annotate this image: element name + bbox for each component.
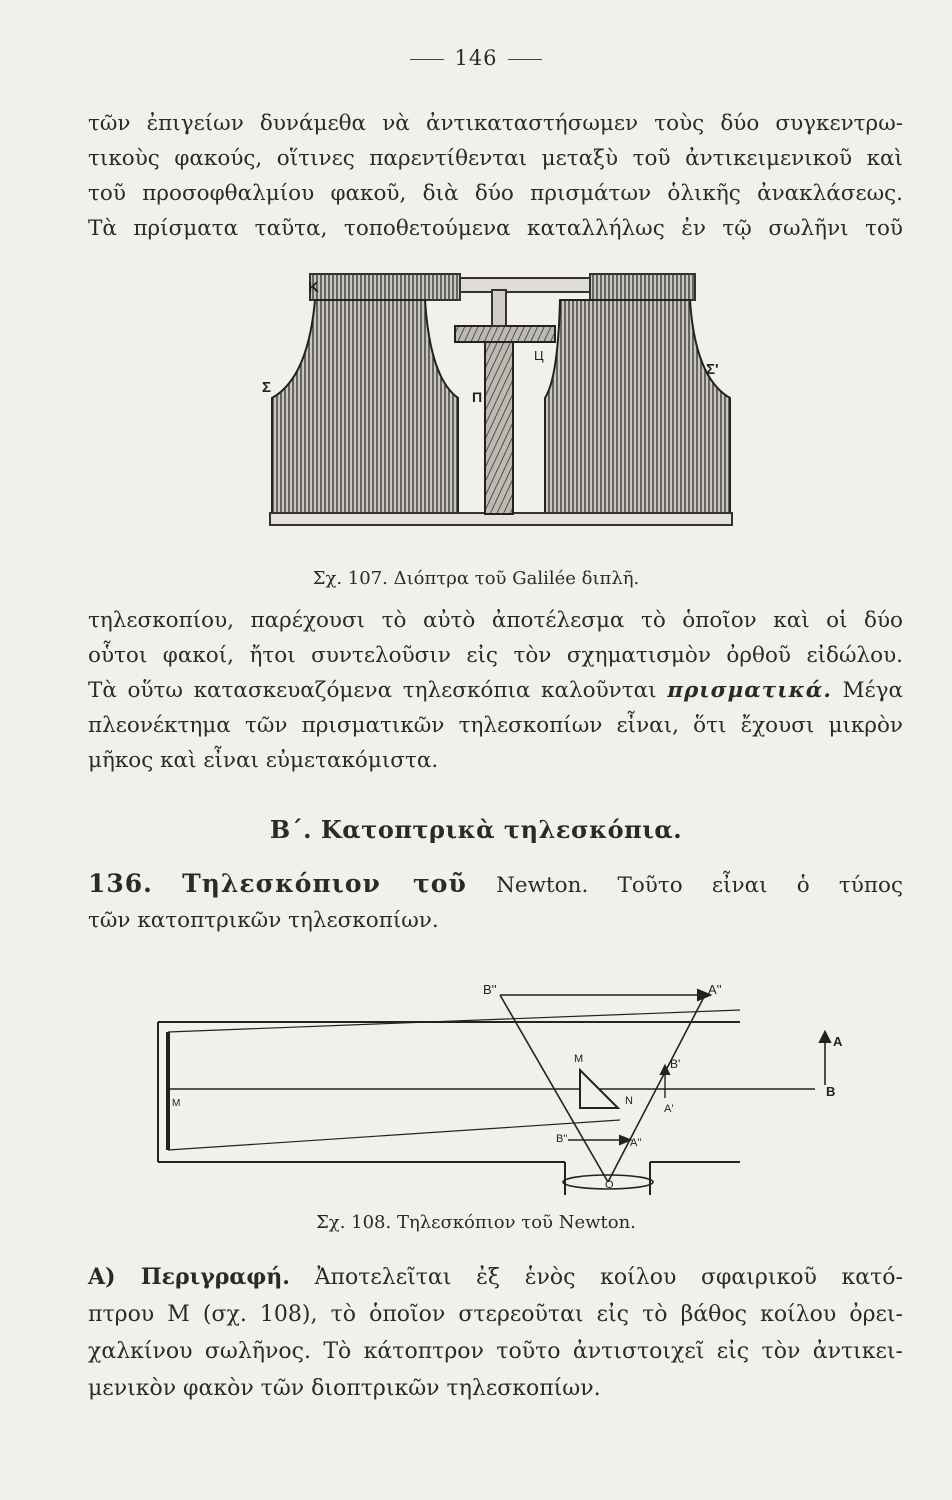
label-a-prime: A' — [664, 1103, 674, 1115]
text-fragment: Newton. Τοῦτο εἶναι ὁ τύπος — [496, 873, 903, 898]
text-line: πλεονέκτημα τῶν πρισματικῶν τηλεσκοπίων εἶναι, ὅτι ἔχουσι μικρὸν — [88, 713, 903, 738]
section-heading: Τηλεσκόπιον τοῦ — [182, 869, 467, 898]
label-m-mirror: M — [172, 1098, 181, 1109]
text-fragment: Ἀποτελεῖται ἐξ ἑνὸς κοίλου σφαιρικοῦ κατό- — [314, 1265, 903, 1290]
page-number: 146 — [0, 46, 952, 70]
paragraph-3 — [88, 1259, 903, 1407]
text-line: τῶν κατοπτρικῶν τηλεσκοπίων. — [88, 908, 439, 933]
section-136 — [88, 866, 903, 938]
label-b-double-prime-2: B'' — [556, 1133, 568, 1145]
label-b: B — [826, 1084, 836, 1099]
label-a-double-prime-2: A'' — [630, 1137, 642, 1149]
label-b-double-prime: B'' — [483, 982, 497, 997]
tube-left — [272, 300, 458, 523]
text-fragment: Τὰ οὕτω κατασκευαζόμενα τηλεσκόπια καλοῦνται — [88, 678, 657, 703]
paragraph-1 — [88, 106, 903, 246]
description-label: Α) Περιγραφή. — [88, 1264, 290, 1290]
eyepiece-right — [590, 274, 695, 300]
label-m-prism: M — [574, 1053, 584, 1065]
label-a: A — [833, 1034, 843, 1049]
label-sigma: Σ — [262, 379, 272, 396]
label-c: Ц — [534, 348, 544, 363]
focus-screw — [485, 342, 513, 514]
text-fragment: Μέγα — [842, 678, 903, 703]
figure-108-caption: Σχ. 108. Τηλεσκόπιον τοῦ Newton. — [316, 1212, 636, 1233]
focus-gear — [455, 326, 555, 342]
paragraph-2 — [88, 603, 903, 778]
text-line — [88, 673, 903, 708]
text-line: πτρου Μ (σχ. 108), τὸ ὁποῖον στερεοῦται εἰς τὸ βάθος κοίλου ὀρει- — [88, 1302, 903, 1327]
section-title: Β΄. Κατοπτρικὰ τηλεσκόπια. — [269, 815, 683, 844]
text-line: μῆκος καὶ εἶναι εὐμετακόμιστα. — [88, 748, 439, 773]
text-line: τικοὺς φακούς, οἵτινες παρεντίθενται μεταξὺ τοῦ ἀντικειμενικοῦ καὶ — [88, 146, 903, 171]
label-o: O — [605, 1179, 614, 1191]
text-line: τηλεσκοπίου, παρέχουσι τὸ αὐτὸ ἀποτέλεσμα τὸ ὁποῖον καὶ οἱ δύο — [88, 608, 903, 633]
label-b-prime: B' — [670, 1057, 681, 1071]
figure-107-binoculars — [260, 268, 740, 538]
label-sigma-prime: Σ' — [706, 361, 719, 378]
label-a-double-prime: A'' — [708, 982, 722, 997]
eyepiece-left — [310, 274, 460, 300]
text-line — [88, 1259, 903, 1296]
text-line: τοῦ προσοφθαλμίου φακοῦ, διὰ δύο πρισμάτων ὁλικῆς ἀνακλάσεως. — [88, 181, 903, 206]
label-k: K — [308, 279, 319, 296]
figure-108-newton-telescope — [150, 970, 850, 1205]
text-line: χαλκίνου σωλῆνος. Τὸ κάτοπτρον τοῦτο ἀντιστοιχεῖ εἰς τὸν ἀντικει- — [88, 1339, 903, 1364]
text-line: τῶν ἐπιγείων δυνάμεθα νὰ ἀντικαταστήσωμεν τοὺς δύο συγκεντρω- — [88, 111, 903, 136]
center-post — [492, 290, 506, 326]
section-number: 136. — [88, 869, 153, 898]
text-line: Τὰ πρίσματα ταῦτα, τοποθετούμενα καταλλήλως ἐν τῷ σωλῆνι τοῦ — [88, 216, 903, 241]
figure-107-caption: Σχ. 107. Διόπτρα τοῦ Galilée διπλῆ. — [312, 568, 640, 589]
text-line — [88, 866, 903, 903]
emphasis-prismatika: πρισματικά. — [667, 678, 832, 703]
text-line: οὗτοι φακοί, ἤτοι συντελοῦσιν εἰς τὸν σχηματισμὸν ὀρθοῦ εἰδώλου. — [88, 643, 903, 668]
tube-right — [545, 300, 730, 523]
label-pi: Π — [472, 389, 483, 405]
arrowhead — [820, 1032, 830, 1042]
label-n: N — [625, 1095, 633, 1107]
text-line: μενικὸν φακὸν τῶν διοπτρικῶν τηλεσκοπίων. — [88, 1376, 601, 1401]
ray-line — [168, 1120, 620, 1150]
